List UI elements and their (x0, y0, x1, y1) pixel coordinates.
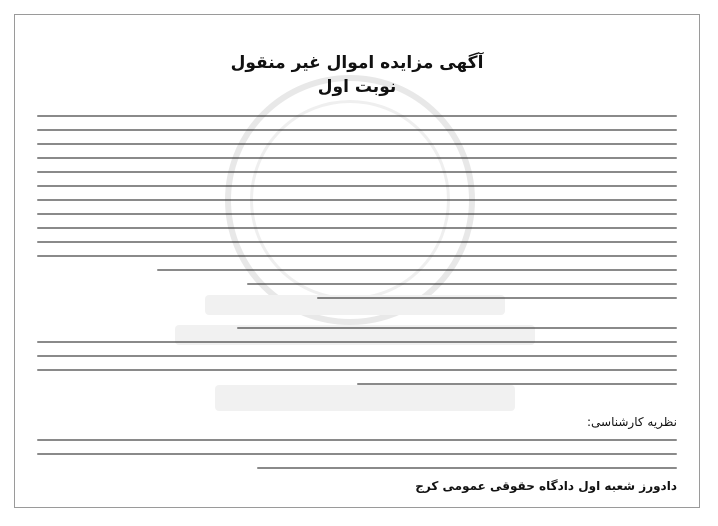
body-text-line (247, 283, 677, 285)
watermark-band (215, 385, 515, 411)
body-text-line (37, 129, 677, 131)
body-text-line (317, 297, 677, 299)
body-text-line (37, 115, 677, 117)
body-text-line (37, 255, 677, 257)
body-text-line (37, 341, 677, 343)
body-text-line (37, 227, 677, 229)
signature: دادورز شعبه اول دادگاه حقوقی عمومی کرج (415, 479, 677, 493)
body-text-line (37, 213, 677, 215)
section-heading: نظریه کارشناسی: (587, 415, 677, 429)
title-line-1: آگهی مزایده اموال غیر منقول (230, 53, 484, 73)
body-text-line (257, 467, 677, 469)
body-text-line (357, 383, 677, 385)
body-text-line (37, 241, 677, 243)
body-text-line (37, 143, 677, 145)
notice-title (15, 51, 699, 99)
body-text-line (237, 327, 677, 329)
body-text-line (37, 199, 677, 201)
body-text-line (37, 453, 677, 455)
title-line-2: نوبت اول (317, 77, 397, 97)
body-text-line (37, 185, 677, 187)
body-text-line (157, 269, 677, 271)
body-text-line (37, 157, 677, 159)
body-text-line (37, 171, 677, 173)
body-text-line (37, 355, 677, 357)
notice-frame (14, 14, 700, 508)
body-text-line (37, 439, 677, 441)
body-text-line (37, 369, 677, 371)
